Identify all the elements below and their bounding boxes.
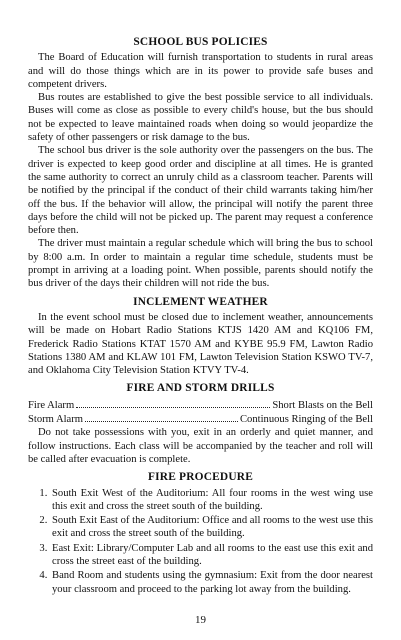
paragraph: The driver must maintain a regular schedule which will bring the bus to school by 8:00 a.m. In order to maintain a regular time schedule, students must be prompt in arriving at a loading point. When possible, parents should notify the bus driver of the days their children will not ride the bus. xyxy=(28,238,373,290)
fire-alarm-row xyxy=(28,398,373,412)
section-title-school-bus-policies: SCHOOL BUS POLICIES xyxy=(133,36,268,48)
paragraph: The Board of Education will furnish transportation to students in rural areas and will do those things which are in its power to provide safe buses and competent drivers. xyxy=(28,52,373,90)
alarm-signal: Short Blasts on the Bell xyxy=(272,399,373,411)
alarm-label: Fire Alarm xyxy=(28,399,75,411)
paragraph: Do not take possessions with you, exit in an orderly and quiet manner, and follow instructions. Each class will be accompanied by the teacher and roll will be called after evacuation is complete. xyxy=(28,427,373,465)
section-title-fire-procedure: FIRE PROCEDURE xyxy=(147,471,253,484)
fire-storm-drills-section xyxy=(28,382,373,466)
list-item: 3. East Exit: Library/Computer Lab and all rooms to the east use this exit and cross the street east of the building. xyxy=(50,542,373,569)
list-item: 1. South Exit West of the Auditorium: All four rooms in the west wing use this exit and cross the street south of the building. xyxy=(50,487,373,514)
section-title-inclement-weather: INCLEMENT WEATHER xyxy=(133,295,268,308)
paragraph: Bus routes are established to give the best possible service to all individuals. Buses will come as close as possible to every child's house, but the bus should not be expected to leave maintained roads when doing so would jeopardize the safety of other passengers or risk damage to the bus. xyxy=(28,92,373,144)
page-number: 19 xyxy=(195,614,206,626)
paragraph: In the event school must be closed due to inclement weather, announcements will be made on Hobart Radio Stations KTJS 1420 AM and KQ106 FM, Frederick Radio Stations KTAT 1570 AM and KYBE 95.9 FM, Lawton Radio Stations 1380 AM and KLAW 101 FM, Lawton Television Station KSWO TV-7, and Oklahoma City Television Station KTVY TV-4. xyxy=(28,311,373,377)
paragraph: The school bus driver is the sole authority over the passengers on the bus. The driver is expected to keep good order and discipline at all times. He is granted the same authority to correct an unruly child as a classroom teacher. Parents will be notified by the principal if the conduct of their child warrants taking him/her off the bus. If the behavior will allow, the principal will notify the parent three days before the child will not be picked up. The parent may request a conference before then. xyxy=(28,145,373,237)
inclement-weather-section xyxy=(28,296,373,378)
fire-procedure-section xyxy=(28,471,373,596)
storm-alarm-row xyxy=(28,412,373,426)
alarm-signal: Continuous Ringing of the Bell xyxy=(239,414,373,426)
exit-list xyxy=(28,487,373,596)
list-item: 4. Band Room and students using the gymnasium: Exit from the door nearest your classroom and proceed to the parking lot away from the building. xyxy=(50,569,373,596)
dot-leader xyxy=(76,398,270,408)
section-title-fire-storm-drills: FIRE AND STORM DRILLS xyxy=(126,382,275,395)
dot-leader xyxy=(85,412,238,422)
school-bus-policies-section xyxy=(28,36,373,291)
list-item: 2. South Exit East of the Auditorium: Office and all rooms to the west use this exit and cross the street south of the building. xyxy=(50,514,373,541)
alarm-label: Storm Alarm xyxy=(28,414,84,426)
page-content xyxy=(28,36,373,597)
